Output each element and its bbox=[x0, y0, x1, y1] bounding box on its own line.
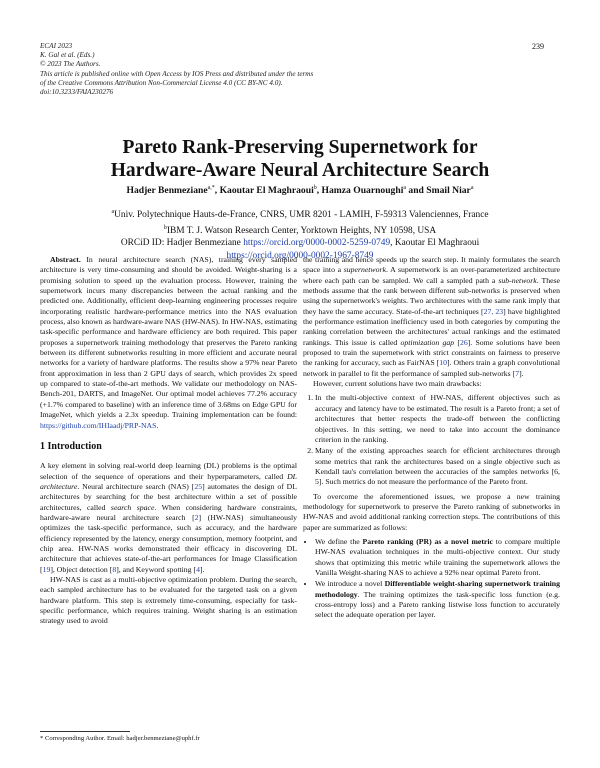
author-name: Kaoutar El Maghraoui bbox=[219, 185, 314, 197]
author-marker: b bbox=[313, 185, 317, 191]
affiliation-text: Univ. Polytechnique Hauts-de-France, CNRS, UMR 8201 - LAMIH, F-59313 Valenciennes, France bbox=[114, 210, 489, 221]
list-item bbox=[315, 537, 560, 578]
emphasis: supernetwork bbox=[343, 265, 386, 275]
citation-link[interactable]: 25 bbox=[194, 481, 203, 491]
text-run: . A supernetwork is an over-parameterized architecture where each path can be sampled. We call a sampled path a bbox=[303, 265, 560, 285]
citation-link[interactable]: 2 bbox=[194, 512, 199, 522]
author-name: Smail Niar bbox=[426, 185, 471, 197]
author-separator: , bbox=[214, 185, 220, 197]
abstract: Abstract. In neural architecture search (NAS), training every sampled architecture is very time-consuming and should be avoided. Weight-sharing is a promising solution to speed up the evaluation process. However, training the supernetwork incurs many discrepancies between the actual ranking and the predicted one. Additionally, efficient deep-learning engineering processes require incorporating realistic hardware-performance metrics into the NAS evaluation process, also known as hardware-aware NAS (HW-NAS). In HW-NAS, estimating task-specific performance and hardware efficiency are both required. This paper proposes a supernetwork training methodology that preserves the Pareto ranking between its different subnetworks resulting in more efficient and accurate neural networks for a variety of hardware platforms. The results show a 97% near Pareto front approximation in less than 2 GPU days of search, which provides 2x speed up compared to state-of-the-art methods. We validate our methodology on NAS-Bench-201, DARTS, and ImageNet. Our optimal model achieves 77.2% accuracy (+1.7% compared to baseline) with an inference time of 3.68ms on Edge GPU for ImageNet, which yields a 2.3x speedup. Training implementation can be found: https://github.com/IHIaadj/PRP-NAS. bbox=[40, 255, 298, 430]
right-column bbox=[303, 255, 560, 625]
affiliation-a bbox=[90, 206, 510, 222]
list-item: 1. In the multi-objective context of HW-NAS, different objectives such as accuracy and latency have to be estimated. The result is a Pareto front; a set of architectures that better respects the trade-off between the conflicting objectives. In this setting, we need to take into account the dominance criterion in the ranking. bbox=[315, 393, 560, 445]
text-run: [ bbox=[454, 337, 460, 347]
citation-link[interactable]: 7 bbox=[515, 368, 520, 378]
contributions-list bbox=[303, 537, 560, 621]
abstract-text: In neural architecture search (NAS), training every sampled architecture is very time-consuming and should be avoided. Weight-sharing is a promising solution to speed up the evaluation process. However, training the supernetwork incurs many discrepancies between the actual ranking and the predicted one. Additionally, efficient deep-learning engineering processes require incorporating realistic hardware-performance metrics into the NAS evaluation process, also known as hardware-aware NAS (HW-NAS). In HW-NAS, estimating task-specific performance and hardware efficiency are both required. This paper proposes a supernetwork training methodology that preserves the Pareto ranking between its different subnetworks resulting in more efficient and accurate neural networks for a variety of hardware platforms. The results show a 97% near Pareto front approximation in less than 2 GPU days of search, which provides 2x speed up compared to state-of-the-art methods. We validate our methodology on NAS-Bench-201, DARTS, and ImageNet. Our optimal model achieves 77.2% accuracy (+1.7% compared to baseline) with an inference time of 3.68ms on Edge GPU for ImageNet, which yields a 2.3x speedup. Training implementation can be found: bbox=[40, 255, 298, 420]
text-run: . When considering hardware constraints, hardware-aware neural architecture search [ bbox=[40, 502, 297, 522]
text-run: ], Object detection [ bbox=[50, 564, 113, 574]
affiliation-marker: b bbox=[163, 224, 167, 231]
emphasis: search space bbox=[110, 502, 155, 512]
citation-link[interactable]: 8 bbox=[112, 564, 117, 574]
paper-title bbox=[0, 136, 600, 182]
author-marker: a bbox=[403, 185, 407, 191]
orcid-prefix: ORCiD ID: Hadjer Benmeziane bbox=[120, 238, 244, 249]
author-name: Hadjer Benmeziane bbox=[126, 185, 208, 197]
orcid-mid: , Kaoutar El Maghraoui bbox=[390, 238, 480, 249]
right-paragraph-2: However, current solutions have two main drawbacks: bbox=[313, 379, 482, 389]
citation-link[interactable]: 19 bbox=[42, 564, 51, 574]
page-number: 239 bbox=[532, 42, 544, 51]
right-paragraph-1 bbox=[303, 255, 560, 379]
orcid-link-2[interactable]: https://orcid.org/0000-0002-1967-8749 bbox=[226, 251, 374, 262]
affiliation-marker: a bbox=[111, 209, 115, 215]
text-run: ]. bbox=[519, 368, 524, 378]
text-run: to compare multiple HW-NAS evaluation techniques in the multi-objective context. Our study shows that optimizing this metric while training the supernetwork allows the Vanilla Weight-sharing NAS to achieve a 92% near optimal Pareto front. bbox=[315, 536, 561, 577]
author-separator: and bbox=[406, 185, 427, 197]
title-line-1: Pareto Rank-Preserving Supernetwork for bbox=[122, 137, 478, 158]
publication-header bbox=[40, 42, 460, 97]
list-item: 2. Many of the existing approaches search for efficient architectures through some metrics that rank the architectures based on a single objective such as Kendall tau's correlation between the accuracies of the samples networks [6, 5]. Such metrics do not measure the performance of the Pareto front. bbox=[315, 446, 560, 487]
footnote-divider bbox=[40, 731, 130, 732]
affiliation-text: IBM T. J. Watson Research Center, Yorktown Heights, NY 10598, USA bbox=[166, 225, 437, 236]
list-item bbox=[315, 579, 560, 620]
intro-paragraph-1 bbox=[40, 461, 297, 575]
text-run: ]. bbox=[199, 564, 205, 574]
author-name: Hamza Ouarnoughi bbox=[321, 185, 404, 197]
author-list bbox=[0, 185, 600, 196]
bold-text: Pareto ranking (PR) as a novel metric bbox=[362, 536, 493, 546]
citation-link[interactable]: 10 bbox=[439, 358, 447, 368]
author-marker: a,* bbox=[207, 185, 215, 191]
text-run: . These methods assume that the rank between different sub-networks is preserved when using the supernetwork's weights. Two architectures with the same rank imply that they have the same accuracy. State-of-the-art techniques [ bbox=[303, 275, 560, 316]
bold-text: Differentiable weight-sharing supernetwork training methodology bbox=[315, 579, 560, 599]
section-heading-introduction: 1 Introduction bbox=[40, 440, 102, 452]
header-line: © 2023 The Authors. bbox=[40, 60, 101, 69]
text-run: A key element in solving real-world deep learning (DL) problems is the optimal selection of the sequence of operations and their hyperparameters, called bbox=[40, 461, 297, 481]
citation-link[interactable]: 26 bbox=[459, 337, 468, 347]
drawbacks-list bbox=[303, 393, 560, 487]
author-marker: a bbox=[470, 185, 474, 191]
orcid-link-1[interactable]: https://orcid.org/0000-0002-5259-0749 bbox=[243, 238, 391, 249]
citation-link[interactable]: 4 bbox=[196, 564, 200, 574]
code-link[interactable]: https://github.com/IHIaadj/PRP-NAS bbox=[40, 420, 157, 430]
text-run: ] (HW-NAS) simultaneously optimizes the task-specific performance, such as accuracy, and the hardware efficiency represented by the latency, energy consumption, memory footprint, and chip area. HW-NAS works demonstrated their efficacy in discovering DL architecture that achieves state-of-the-art performances for Image Classification [ bbox=[40, 512, 297, 574]
emphasis: DL architecture bbox=[40, 471, 297, 491]
left-column bbox=[40, 255, 297, 627]
footnote: * Corresponding Author. Email: hadjer.benmeziane@uphf.fr bbox=[40, 735, 200, 742]
text-run: ]. Others train a graph convolutional network in parallel to fit the performance of sampled sub-networks [ bbox=[303, 358, 560, 378]
title-line-2: Hardware-Aware Neural Architecture Search bbox=[110, 160, 490, 181]
author-separator: , bbox=[316, 185, 322, 197]
citation-link[interactable]: 27, 23 bbox=[483, 306, 504, 316]
text-run: ], and Keyword spotting [ bbox=[116, 564, 197, 574]
header-line: ECAI 2023 bbox=[40, 42, 73, 50]
affiliation-b bbox=[90, 222, 510, 238]
emphasis: sub-network bbox=[498, 275, 537, 285]
text-run: . The training optimizes the task-specific loss function (e.g. cross-entropy loss) and a Pareto ranking listwise loss function to accurately select the adequate operation per layer. bbox=[315, 589, 560, 620]
text-run: ] have highlighted the performance estimation inefficiency used in both categories by computing the ranking correlation between the architectures' actual rankings and the estimated rankings. This issue is called bbox=[303, 306, 561, 347]
header-line: of the Creative Commons Attribution Non-Commercial License 4.0 (CC BY-NC 4.0). bbox=[40, 78, 283, 87]
header-line: K. Gal et al. (Eds.) bbox=[40, 51, 95, 60]
header-line: doi:10.3233/FAIA230276 bbox=[40, 88, 114, 97]
text-run: We introduce a novel bbox=[315, 579, 385, 589]
intro-paragraph-2: HW-NAS is cast as a multi-objective optimization problem. During the search, each sampled architecture has to be evaluated for the targeted task on a given hardware platform. This step is extremely time-consuming, especially for task-specific performance, which requires training. Weight sharing is an estimation strategy used to avoid bbox=[40, 574, 297, 626]
text-run: We define the bbox=[315, 536, 363, 546]
text-run: ] automates the design of DL architectures by searching for the best architecture within a set of possible architectures, called bbox=[40, 481, 297, 512]
emphasis: optimization gap bbox=[400, 337, 455, 347]
text-run: ]. Some solutions have been proposed to train the supernetwork with strict constraints on fairness to preserve the ranking for accuracy, such as FairNAS [ bbox=[303, 337, 560, 368]
text-run: . Neural architecture search (NAS) [ bbox=[77, 481, 195, 491]
right-paragraph-3: To overcome the aforementioned issues, we propose a new training methodology for supernetwork to preserve the Pareto ranking of subnetworks in HW-NAS and avoid additional ranking correction steps. The contributions of this paper are summarized as follows: bbox=[303, 491, 560, 532]
text-run: the training and hence speeds up the search step. It mainly formulates the search space into a bbox=[303, 255, 560, 275]
abstract-label: Abstract. bbox=[50, 255, 81, 264]
header-line: This article is published online with Open Access by IOS Press and distributed under the terms bbox=[40, 69, 314, 78]
